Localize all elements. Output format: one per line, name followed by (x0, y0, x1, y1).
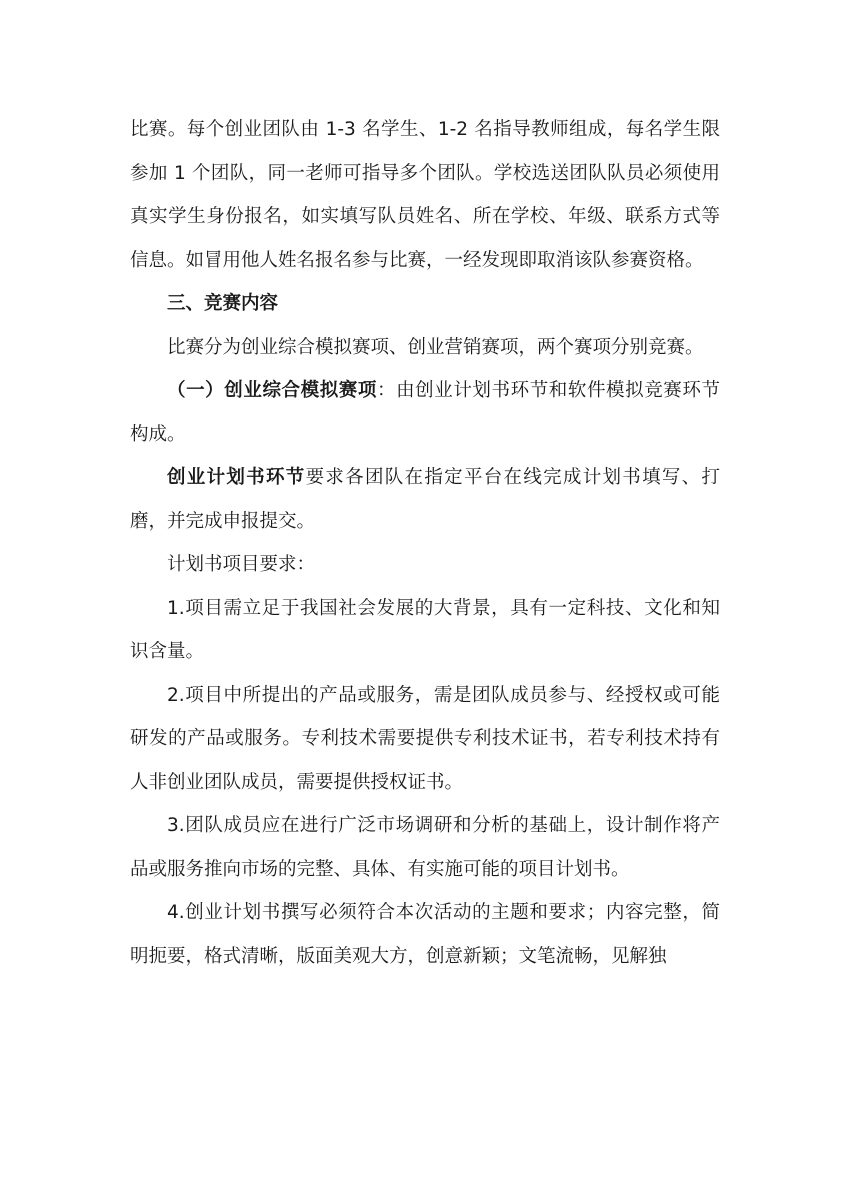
subheading-business-plan-stage: 创业计划书环节 (167, 467, 306, 488)
paragraph-competition-overview: 比赛分为创业综合模拟赛项、创业营销赛项，两个赛项分别竞赛。 (167, 336, 704, 358)
list-item-requirement-2: 2.项目中所提出的产品或服务，需是团队成员参与、经授权或可能研发的产品或服务。专利技术需要提供专利技术证书，若专利技术持有人非创业团队成员，需要提供授权证书。 (130, 684, 720, 793)
paragraph-business-plan-stage (130, 456, 720, 543)
list-item-requirement-1: 1.项目需立足于我国社会发展的大背景，具有一定科技、文化和知识含量。 (130, 597, 720, 662)
paragraph-plan-requirements-label: 计划书项目要求： (167, 554, 316, 575)
list-item-requirement-3: 3.团队成员应在进行广泛市场调研和分析的基础上，设计制作将产品或服务推向市场的完整、具体、有实施可能的项目计划书。 (130, 815, 720, 880)
comprehensive-simulation-text: ：由创业计划书环节和软件模拟竞赛环节构成。 (130, 380, 720, 445)
business-plan-stage-text: 要求各团队在指定平台在线完成计划书填写、打磨，并完成申报提交。 (130, 467, 720, 532)
paragraph-comprehensive-simulation (130, 369, 720, 456)
subheading-comprehensive-simulation: （一）创业综合模拟赛项 (167, 380, 377, 401)
paragraph-team-rules: 比赛。每个创业团队由 1-3 名学生、1-2 名指导教师组成，每名学生限参加 1 个团队，同一老师可指导多个团队。学校选送团队队员必须使用真实学生身份报名，如实填写队员姓名、所在学校、年级、联系方式等信息。如冒用他人姓名报名参与比赛，一经发现即取消该队参赛资格。 (130, 119, 720, 271)
list-item-requirement-4: 4.创业计划书撰写必须符合本次活动的主题和要求；内容完整，简明扼要，格式清晰，版面美观大方，创意新颖；文笔流畅，见解独 (130, 902, 720, 967)
document-body (130, 108, 720, 978)
section-heading-competition-content: 三、竞赛内容 (167, 293, 279, 314)
